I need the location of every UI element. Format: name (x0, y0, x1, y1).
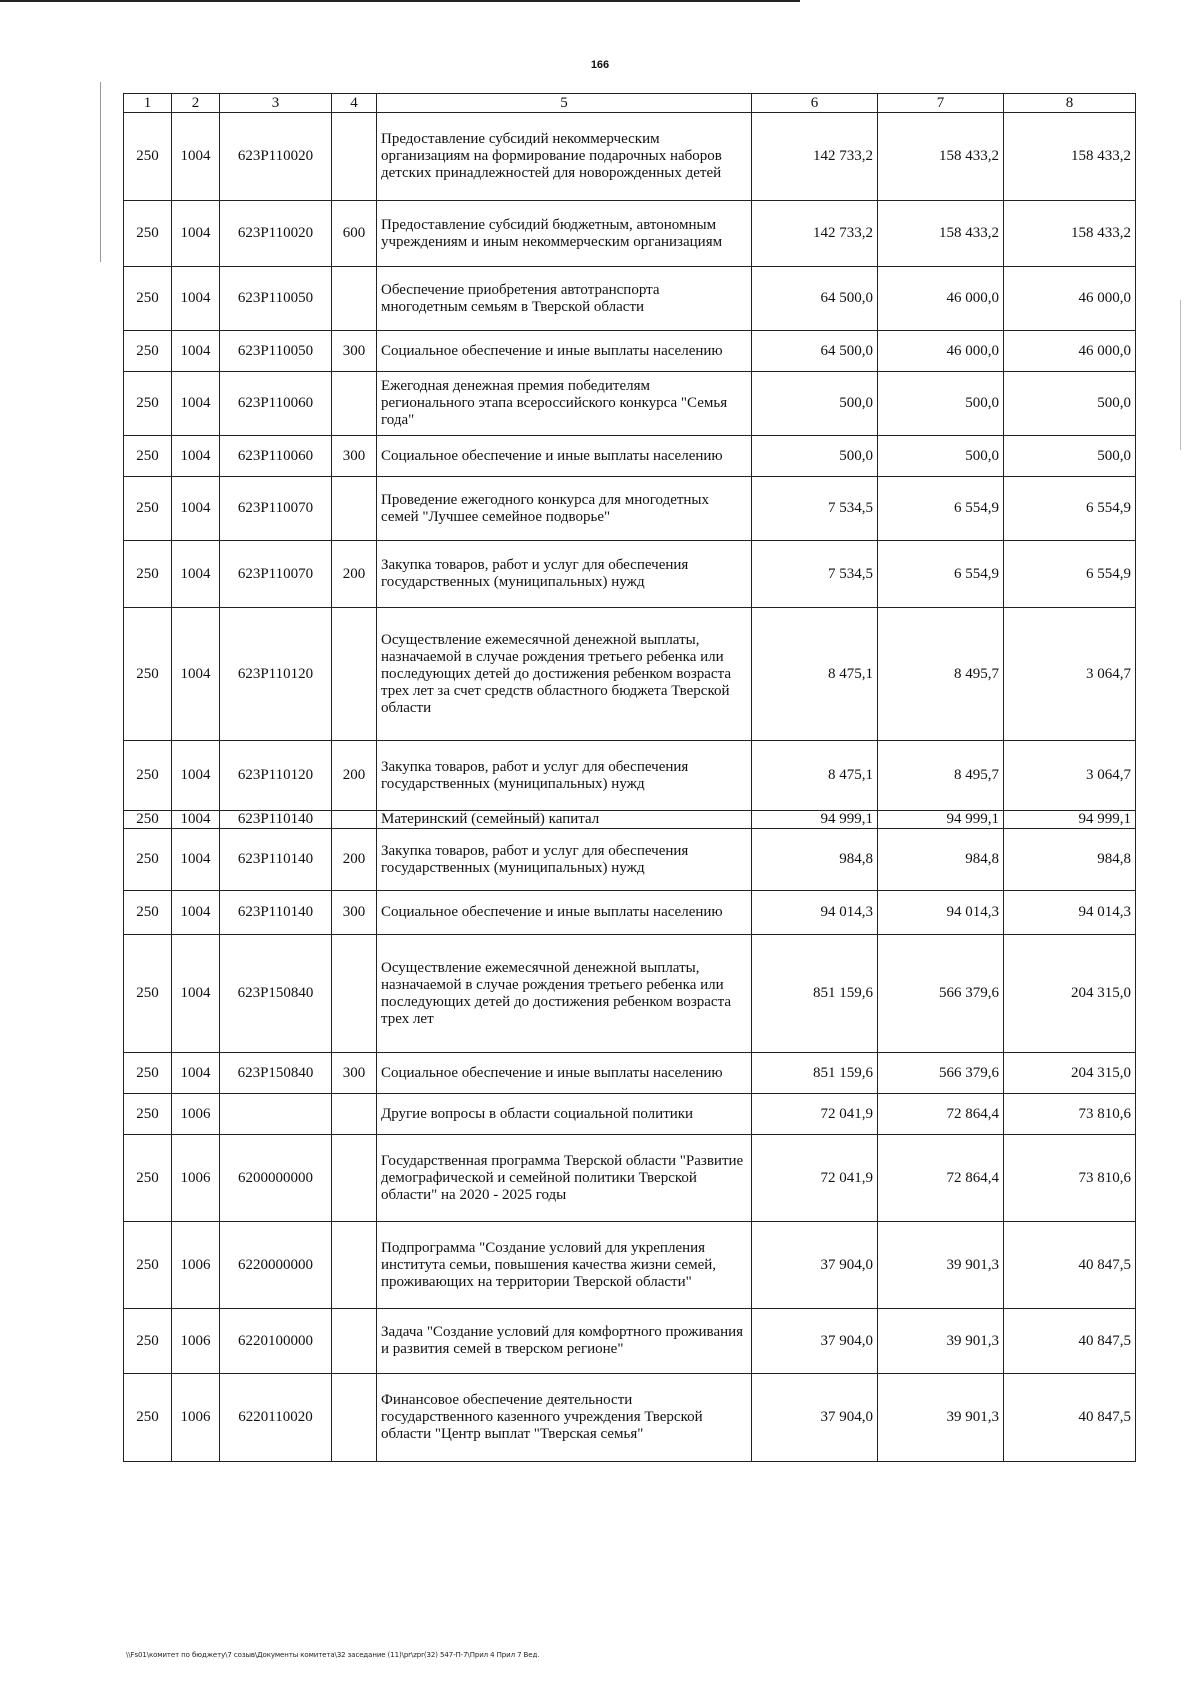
ministry-code: 250 (124, 372, 172, 436)
expense-type-code: 600 (332, 201, 377, 267)
amount-year-1: 72 041,9 (752, 1135, 878, 1222)
target-article-code: 623P110060 (220, 372, 332, 436)
budget-table (123, 93, 1136, 1462)
section-code: 1004 (172, 891, 220, 935)
ministry-code: 250 (124, 1094, 172, 1135)
section-code: 1004 (172, 372, 220, 436)
amount-year-3: 40 847,5 (1004, 1374, 1136, 1462)
amount-year-1: 7 534,5 (752, 477, 878, 541)
table-row (124, 201, 1136, 267)
amount-year-2: 158 433,2 (878, 201, 1004, 267)
table-row (124, 741, 1136, 811)
expense-type-code: 200 (332, 541, 377, 608)
expense-type-code (332, 935, 377, 1053)
ministry-code: 250 (124, 1374, 172, 1462)
ministry-code: 250 (124, 829, 172, 891)
amount-year-2: 6 554,9 (878, 477, 1004, 541)
amount-year-3: 73 810,6 (1004, 1135, 1136, 1222)
amount-year-1: 94 014,3 (752, 891, 878, 935)
amount-year-1: 37 904,0 (752, 1374, 878, 1462)
table-row (124, 608, 1136, 741)
header-cell: 6 (752, 94, 878, 113)
amount-year-3: 3 064,7 (1004, 741, 1136, 811)
item-description: Социальное обеспечение и иные выплаты населению (377, 331, 752, 372)
ministry-code: 250 (124, 267, 172, 331)
header-cell: 4 (332, 94, 377, 113)
ministry-code: 250 (124, 201, 172, 267)
target-article-code: 623P150840 (220, 1053, 332, 1094)
section-code: 1004 (172, 1053, 220, 1094)
amount-year-3: 73 810,6 (1004, 1094, 1136, 1135)
table-row (124, 891, 1136, 935)
section-code: 1006 (172, 1309, 220, 1374)
amount-year-1: 7 534,5 (752, 541, 878, 608)
item-description: Подпрограмма "Создание условий для укрепления института семьи, повышения качества жизни семей, проживающих на территории Тверской области" (377, 1222, 752, 1309)
amount-year-2: 46 000,0 (878, 267, 1004, 331)
ministry-code: 250 (124, 1053, 172, 1094)
table-row (124, 1053, 1136, 1094)
target-article-code: 6220110020 (220, 1374, 332, 1462)
page-number: 166 (590, 59, 610, 71)
header-cell: 3 (220, 94, 332, 113)
amount-year-3: 94 999,1 (1004, 811, 1136, 829)
section-code: 1004 (172, 331, 220, 372)
amount-year-2: 158 433,2 (878, 113, 1004, 201)
target-article-code: 623P110120 (220, 608, 332, 741)
ministry-code: 250 (124, 541, 172, 608)
target-article-code: 623P110070 (220, 541, 332, 608)
expense-type-code: 300 (332, 1053, 377, 1094)
table-row (124, 935, 1136, 1053)
item-description: Осуществление ежемесячной денежной выплаты, назначаемой в случае рождения третьего ребенка или последующих детей до достижения ребенком возраста трех лет за счет средств областного бюджета Тверской области (377, 608, 752, 741)
table-row (124, 372, 1136, 436)
section-code: 1004 (172, 935, 220, 1053)
ministry-code: 250 (124, 608, 172, 741)
expense-type-code: 200 (332, 829, 377, 891)
item-description: Материнский (семейный) капитал (377, 811, 752, 829)
amount-year-2: 39 901,3 (878, 1222, 1004, 1309)
amount-year-1: 64 500,0 (752, 267, 878, 331)
target-article-code: 6200000000 (220, 1135, 332, 1222)
table-row (124, 1374, 1136, 1462)
amount-year-2: 984,8 (878, 829, 1004, 891)
target-article-code (220, 1094, 332, 1135)
table-row (124, 1094, 1136, 1135)
amount-year-2: 94 014,3 (878, 891, 1004, 935)
expense-type-code (332, 1374, 377, 1462)
target-article-code: 623P110120 (220, 741, 332, 811)
header-cell: 7 (878, 94, 1004, 113)
expense-type-code (332, 1309, 377, 1374)
item-description: Осуществление ежемесячной денежной выплаты, назначаемой в случае рождения третьего ребенка или последующих детей до достижения ребенком возраста трех лет (377, 935, 752, 1053)
item-description: Ежегодная денежная премия победителям регионального этапа всероссийского конкурса "Семья года" (377, 372, 752, 436)
target-article-code: 623P110140 (220, 811, 332, 829)
amount-year-3: 46 000,0 (1004, 331, 1136, 372)
item-description: Социальное обеспечение и иные выплаты населению (377, 1053, 752, 1094)
ministry-code: 250 (124, 477, 172, 541)
section-code: 1006 (172, 1374, 220, 1462)
table-row (124, 1135, 1136, 1222)
table-row (124, 436, 1136, 477)
amount-year-2: 8 495,7 (878, 741, 1004, 811)
section-code: 1004 (172, 436, 220, 477)
item-description: Финансовое обеспечение деятельности государственного казенного учреждения Тверской области "Центр выплат "Тверская семья" (377, 1374, 752, 1462)
section-code: 1006 (172, 1135, 220, 1222)
amount-year-1: 500,0 (752, 372, 878, 436)
amount-year-1: 142 733,2 (752, 201, 878, 267)
target-article-code: 623P110070 (220, 477, 332, 541)
ministry-code: 250 (124, 331, 172, 372)
target-article-code: 623P150840 (220, 935, 332, 1053)
amount-year-3: 500,0 (1004, 436, 1136, 477)
item-description: Социальное обеспечение и иные выплаты населению (377, 891, 752, 935)
header-cell: 2 (172, 94, 220, 113)
item-description: Предоставление субсидий некоммерческим организациям на формирование подарочных наборов детских принадлежностей для новорожденных детей (377, 113, 752, 201)
target-article-code: 6220000000 (220, 1222, 332, 1309)
expense-type-code (332, 811, 377, 829)
target-article-code: 623P110060 (220, 436, 332, 477)
table-row (124, 477, 1136, 541)
target-article-code: 623P110140 (220, 829, 332, 891)
table-row (124, 331, 1136, 372)
amount-year-2: 46 000,0 (878, 331, 1004, 372)
table-row (124, 113, 1136, 201)
target-article-code: 623P110050 (220, 331, 332, 372)
amount-year-1: 72 041,9 (752, 1094, 878, 1135)
amount-year-1: 64 500,0 (752, 331, 878, 372)
amount-year-2: 6 554,9 (878, 541, 1004, 608)
expense-type-code: 200 (332, 741, 377, 811)
section-code: 1004 (172, 608, 220, 741)
expense-type-code (332, 372, 377, 436)
amount-year-3: 6 554,9 (1004, 477, 1136, 541)
amount-year-1: 851 159,6 (752, 1053, 878, 1094)
table-row (124, 829, 1136, 891)
amount-year-3: 46 000,0 (1004, 267, 1136, 331)
amount-year-2: 72 864,4 (878, 1135, 1004, 1222)
header-cell: 8 (1004, 94, 1136, 113)
ministry-code: 250 (124, 1135, 172, 1222)
scan-top-border (0, 0, 800, 2)
ministry-code: 250 (124, 891, 172, 935)
scan-margin-mark (1180, 300, 1181, 450)
target-article-code: 623P110050 (220, 267, 332, 331)
ministry-code: 250 (124, 935, 172, 1053)
expense-type-code: 300 (332, 331, 377, 372)
amount-year-1: 94 999,1 (752, 811, 878, 829)
table-row (124, 267, 1136, 331)
amount-year-1: 8 475,1 (752, 608, 878, 741)
section-code: 1006 (172, 1222, 220, 1309)
amount-year-2: 500,0 (878, 436, 1004, 477)
ministry-code: 250 (124, 113, 172, 201)
amount-year-1: 142 733,2 (752, 113, 878, 201)
section-code: 1004 (172, 267, 220, 331)
item-description: Закупка товаров, работ и услуг для обеспечения государственных (муниципальных) нужд (377, 541, 752, 608)
expense-type-code (332, 477, 377, 541)
target-article-code: 623P110140 (220, 891, 332, 935)
amount-year-2: 39 901,3 (878, 1374, 1004, 1462)
amount-year-3: 94 014,3 (1004, 891, 1136, 935)
section-code: 1004 (172, 829, 220, 891)
section-code: 1004 (172, 113, 220, 201)
amount-year-3: 204 315,0 (1004, 1053, 1136, 1094)
expense-type-code (332, 267, 377, 331)
target-article-code: 6220100000 (220, 1309, 332, 1374)
amount-year-1: 984,8 (752, 829, 878, 891)
amount-year-1: 37 904,0 (752, 1309, 878, 1374)
amount-year-2: 94 999,1 (878, 811, 1004, 829)
amount-year-3: 984,8 (1004, 829, 1136, 891)
target-article-code: 623P110020 (220, 201, 332, 267)
amount-year-3: 500,0 (1004, 372, 1136, 436)
footer-file-path: \\Fs01\комитет по бюджету\7 созыв\Документы комитета\32 заседание (11)\pr\zpr(32) 547-П-7\Прил 4 Прил 7 Вед. (126, 1651, 540, 1659)
section-code: 1004 (172, 201, 220, 267)
expense-type-code (332, 1222, 377, 1309)
item-description: Задача "Создание условий для комфортного проживания и развития семей в тверском регионе" (377, 1309, 752, 1374)
table-row (124, 811, 1136, 829)
amount-year-1: 851 159,6 (752, 935, 878, 1053)
header-cell: 1 (124, 94, 172, 113)
amount-year-3: 40 847,5 (1004, 1222, 1136, 1309)
amount-year-1: 8 475,1 (752, 741, 878, 811)
section-code: 1004 (172, 477, 220, 541)
item-description: Закупка товаров, работ и услуг для обеспечения государственных (муниципальных) нужд (377, 741, 752, 811)
section-code: 1006 (172, 1094, 220, 1135)
item-description: Социальное обеспечение и иные выплаты населению (377, 436, 752, 477)
section-code: 1004 (172, 811, 220, 829)
expense-type-code: 300 (332, 436, 377, 477)
item-description: Закупка товаров, работ и услуг для обеспечения государственных (муниципальных) нужд (377, 829, 752, 891)
ministry-code: 250 (124, 1222, 172, 1309)
expense-type-code: 300 (332, 891, 377, 935)
amount-year-3: 40 847,5 (1004, 1309, 1136, 1374)
table-row (124, 541, 1136, 608)
amount-year-3: 158 433,2 (1004, 113, 1136, 201)
amount-year-2: 39 901,3 (878, 1309, 1004, 1374)
amount-year-3: 6 554,9 (1004, 541, 1136, 608)
section-code: 1004 (172, 541, 220, 608)
scan-margin-mark (100, 82, 101, 262)
section-code: 1004 (172, 741, 220, 811)
amount-year-3: 204 315,0 (1004, 935, 1136, 1053)
amount-year-1: 37 904,0 (752, 1222, 878, 1309)
expense-type-code (332, 113, 377, 201)
expense-type-code (332, 1135, 377, 1222)
ministry-code: 250 (124, 811, 172, 829)
amount-year-2: 566 379,6 (878, 935, 1004, 1053)
item-description: Государственная программа Тверской области "Развитие демографической и семейной политики Тверской области" на 2020 - 2025 годы (377, 1135, 752, 1222)
expense-type-code (332, 1094, 377, 1135)
amount-year-2: 500,0 (878, 372, 1004, 436)
table-row (124, 1222, 1136, 1309)
amount-year-2: 72 864,4 (878, 1094, 1004, 1135)
table-row (124, 1309, 1136, 1374)
amount-year-2: 8 495,7 (878, 608, 1004, 741)
ministry-code: 250 (124, 741, 172, 811)
amount-year-1: 500,0 (752, 436, 878, 477)
amount-year-3: 3 064,7 (1004, 608, 1136, 741)
item-description: Проведение ежегодного конкурса для многодетных семей "Лучшее семейное подворье" (377, 477, 752, 541)
ministry-code: 250 (124, 1309, 172, 1374)
header-cell: 5 (377, 94, 752, 113)
item-description: Предоставление субсидий бюджетным, автономным учреждениям и иным некоммерческим организациям (377, 201, 752, 267)
table-header-row (124, 94, 1136, 113)
expense-type-code (332, 608, 377, 741)
item-description: Другие вопросы в области социальной политики (377, 1094, 752, 1135)
amount-year-3: 158 433,2 (1004, 201, 1136, 267)
ministry-code: 250 (124, 436, 172, 477)
amount-year-2: 566 379,6 (878, 1053, 1004, 1094)
target-article-code: 623P110020 (220, 113, 332, 201)
item-description: Обеспечение приобретения автотранспорта многодетным семьям в Тверской области (377, 267, 752, 331)
